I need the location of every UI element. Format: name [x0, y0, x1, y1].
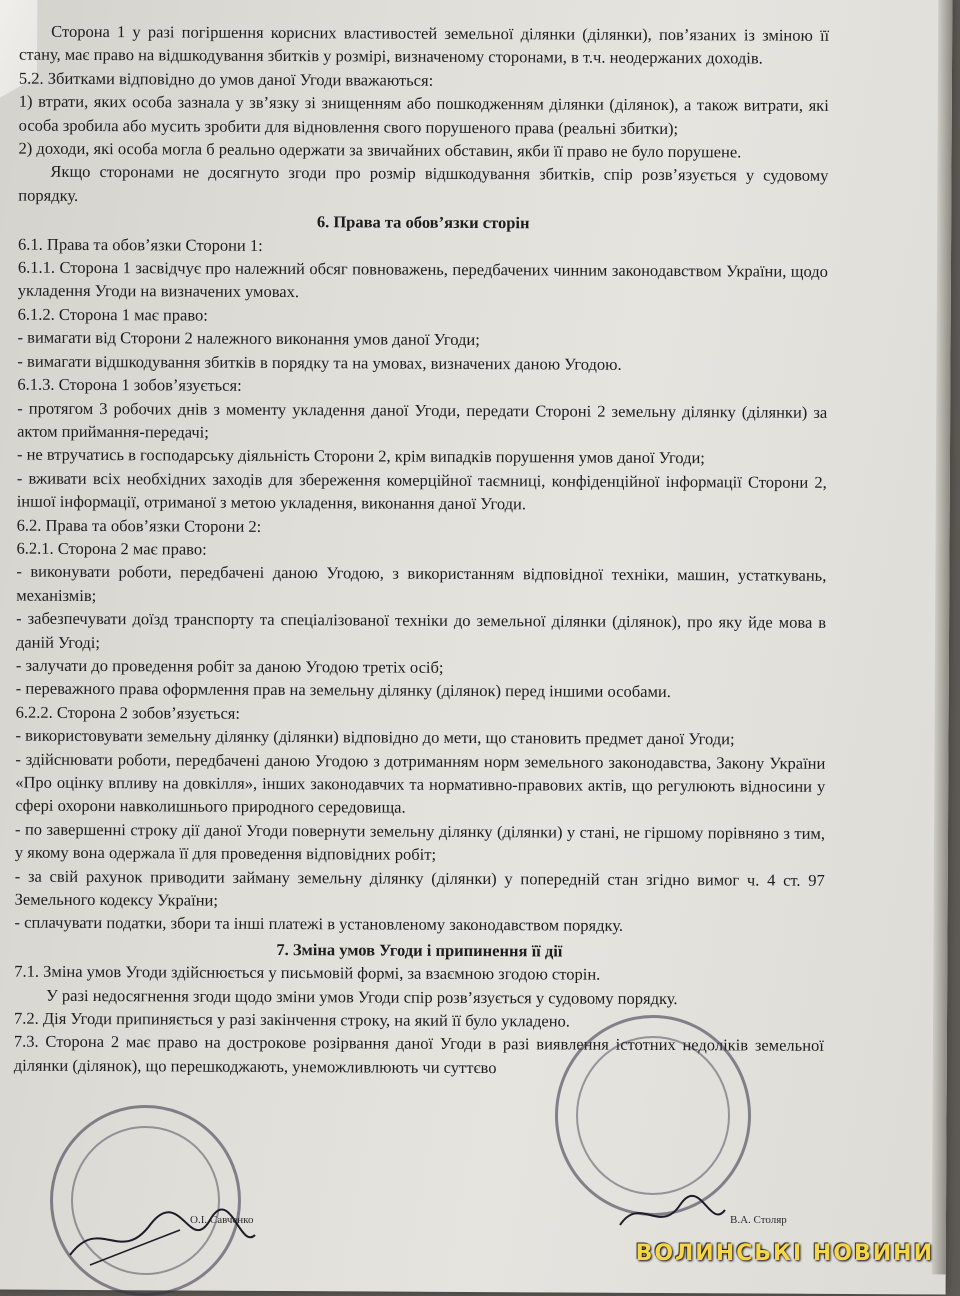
list-item: - переважного права оформлення прав на земельну ділянку (ділянок) перед іншими особами.	[15, 678, 671, 702]
list-item: - вживати всіх необхідних заходів для збереження комерційної таємниці, конфіденційної інформації Сторони 2, іншої інформації, отриманої з метою укладення, виконання даної Угоди.	[16, 468, 827, 514]
paragraph: 7.1. Зміна умов Угоди здійснюється у письмовій формі, за взаємною згодою сторін.	[14, 961, 601, 984]
paragraph: 7.3. Сторона 2 має право на дострокове розірвання даної Угоди в разі виявлення істотних недоліків земельної ділянки (ділянок), що перешкоджають, унеможливлюють чи суттєво	[13, 1032, 824, 1078]
document-body	[14, 20, 830, 1082]
paragraph: 6.1.1. Сторона 1 засвідчує про належний обсяг повноважень, передбачених чинним законодавством України, щодо укладення Угоди на визначених умовах.	[17, 257, 828, 302]
paragraph: Сторона 1 у разі погіршення корисних властивостей земельної ділянки (ділянки), пов’язаних із зміною її стану, має право на відшкодування збитків у розмірі, визначеному сторонами, в т.ч. неодержаних доходів.	[19, 21, 830, 68]
page-edge	[932, 0, 953, 1274]
paragraph: Якщо сторонами не досягнуто згоди про розмір відшкодування збитків, спір розв’язується у судовому порядку.	[18, 162, 829, 205]
list-item: - по завершенні строку дії даної Угоди повернути земельну ділянку (ділянки) у стані, не гіршому порівняно з тим, у якому вона одержала її для проведення відповідних робіт;	[14, 819, 826, 865]
left-signatory: О.І. Савченко	[190, 1214, 254, 1226]
list-item: - протягом 3 робочих днів з моменту укладення даної Угоди, передати Стороні 2 земельну ділянку (ділянки) за актом приймання-передачі;	[17, 398, 828, 442]
list-item: - використовувати земельну ділянку (ділянки) відповідно до мети, що становить предмет даної Угоди;	[15, 725, 735, 749]
paragraph: 6.2. Права та обов’язки Сторони 2:	[16, 515, 262, 536]
paragraph: 7.2. Дія Угоди припиняється у разі закінчення строку, на який її було укладено.	[13, 1008, 570, 1031]
right-signature	[610, 1185, 730, 1245]
right-signatory: В.А. Столяр	[730, 1214, 787, 1226]
paragraph: 6.1.2. Сторона 1 має право:	[17, 304, 208, 325]
paragraph: 6.1.3. Сторона 1 зобов’язується:	[17, 374, 242, 395]
paragraph: 1) втрати, яких особа зазнала у зв’язку зі знищенням або пошкодженням ділянки (ділянок), а також витрати, які особа зробила або мусить зробити для відновлення свого порушеного права (реальні збитки);	[18, 91, 829, 138]
list-item: - за свій рахунок приводити займану земельну ділянку (ділянки) у попередній стан згідно вимог ч. 4 ст. 97 Земельного кодексу України;	[14, 866, 825, 910]
section-heading: 7. Зміна умов Угоди і припинення її дії	[276, 939, 563, 961]
paragraph: 5.2. Збитками відповідно до умов даної Угоди вважаються:	[18, 68, 434, 90]
section-heading: 6. Права та обов’язки сторін	[316, 212, 530, 233]
list-item: - виконувати роботи, передбачені даною Угодою, з використанням відповідної техніки, машин, устаткувань, механізмів;	[16, 561, 827, 605]
list-item: - сплачувати податки, збори та інші платежі в установленому законодавством порядку.	[14, 913, 624, 936]
paragraph: 6.1. Права та обов’язки Сторони 1:	[18, 234, 263, 255]
list-item: - залучати до проведення робіт за даною Угодою третіх осіб;	[15, 655, 444, 677]
list-item: - здійснювати роботи, передбачені даною Угодою з дотриманням норм земельного законодавства, Закону України «Про оцінку впливу на довкілля», інших законодавчих та нормативно-правових актів, що регулюють відносини у сфері охорони навколишнього природного середовища.	[15, 749, 826, 818]
list-item: - не втручатись в господарську діяльність Сторони 2, крім випадків порушення умов даної Угоди;	[16, 444, 705, 468]
stamp-ring	[576, 1036, 730, 1195]
paragraph: 2) доходи, які особа могла б реально одержати за звичайних обставин, якби її право не було порушене.	[18, 138, 742, 162]
list-item: - вимагати від Сторони 2 належного виконання умов даної Угоди;	[17, 327, 480, 350]
paragraph: 6.2.2. Сторона 2 зобов’язується:	[15, 702, 241, 723]
list-item: - забезпечувати доїзд транспорту та спеціалізованої техніки до земельної ділянки (ділянок), про яку йде мова в даній Угоді;	[15, 608, 827, 652]
left-signature	[60, 1195, 260, 1275]
watermark-logo: ВОЛИНСЬКІ НОВИНИ	[635, 1241, 934, 1266]
paragraph: У разі недосягнення згоди щодо зміни умов Угоди спір розв’язується у судовому порядку.	[46, 985, 678, 1008]
paragraph: 6.2.1. Сторона 2 має право:	[16, 538, 207, 559]
list-item: - вимагати відшкодування збитків в порядку та на умовах, визначених даною Угодою.	[17, 351, 622, 374]
